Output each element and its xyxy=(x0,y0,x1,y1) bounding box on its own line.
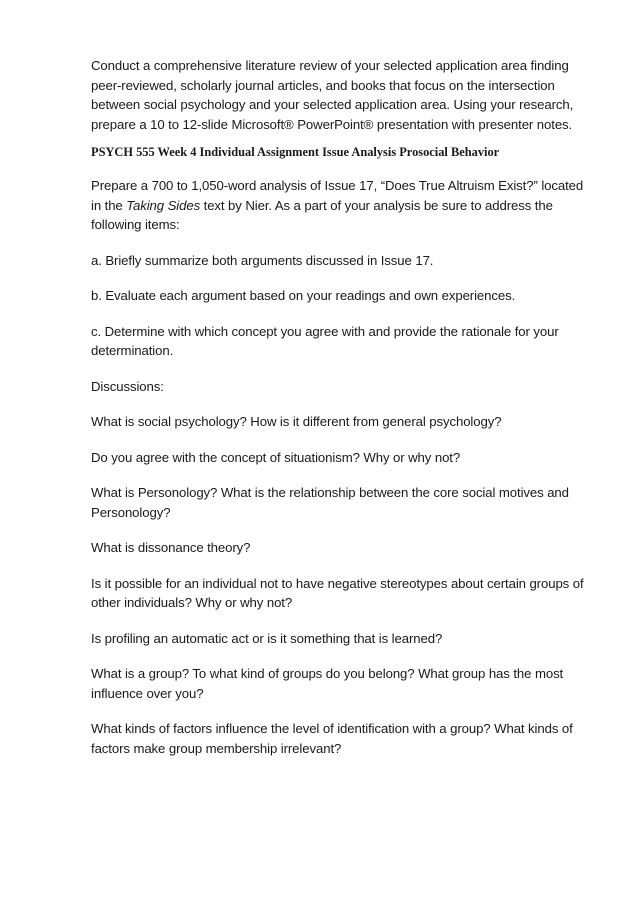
intro-paragraph: Conduct a comprehensive literature review of your selected application area finding peer-reviewed, scholarly journal articles, and books that focus on the intersection between social psychology and your selected application area. Using your research, prepare a 10 to 12-slide Microsoft® PowerPoint® presentation with presenter notes. xyxy=(91,58,574,132)
discussions-label: Discussions: xyxy=(91,378,164,394)
item-a: a. Briefly summarize both arguments discussed in Issue 17. xyxy=(91,252,434,268)
question-1: What is social psychology? How is it different from general psychology? xyxy=(91,414,502,429)
assignment-paragraph xyxy=(91,176,591,235)
document-page xyxy=(91,56,591,758)
question-5: Is it possible for an individual not to have negative stereotypes about certain groups of other individuals? Why or why not? xyxy=(91,575,584,610)
item-c: c. Determine with which concept you agree with and provide the rationale for your determination. xyxy=(91,323,559,358)
assignment-text-before: Prepare a 700 to 1,050-word analysis of Issue 17, “Does True Altruism Exist?” located in the xyxy=(91,178,584,213)
item-b: b. Evaluate each argument based on your readings and own experiences. xyxy=(91,288,516,303)
question-7: What is a group? To what kind of groups do you belong? What group has the most influence over you? xyxy=(91,666,564,701)
assignment-text-after: text by Nier. As a part of your analysis be sure to address the following items: xyxy=(91,197,553,232)
question-6: Is profiling an automatic act or is it something that is learned? xyxy=(91,630,443,646)
question-2: Do you agree with the concept of situationism? Why or why not? xyxy=(91,449,461,465)
question-8: What kinds of factors influence the level of identification with a group? What kinds of factors make group membership irrelevant? xyxy=(91,721,573,756)
question-4: What is dissonance theory? xyxy=(91,540,251,555)
question-3: What is Personology? What is the relationship between the core social motives and Personology? xyxy=(91,485,569,520)
book-title: Taking Sides xyxy=(126,197,201,213)
assignment-heading: PSYCH 555 Week 4 Individual Assignment Issue Analysis Prosocial Behavior xyxy=(91,145,500,159)
